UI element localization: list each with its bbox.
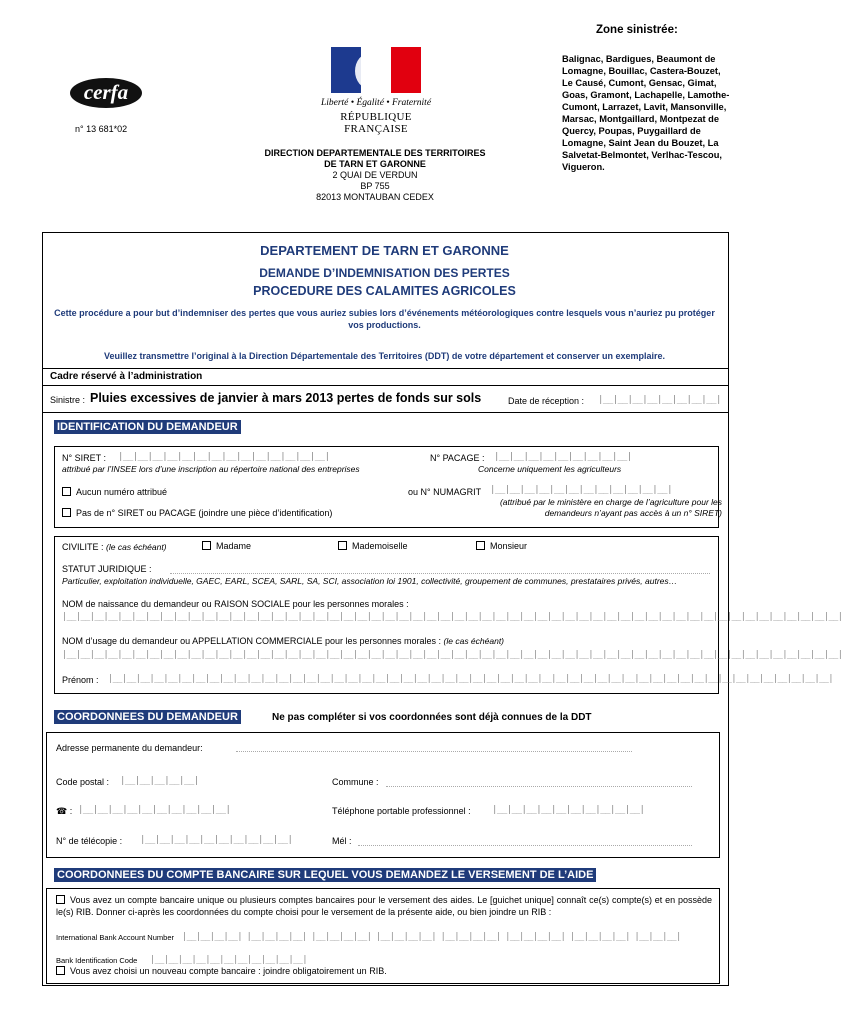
prenom-field[interactable]: |__|__|__|__|__|__|__|__|__|__|__|__|__|__|__|__|__|__|__|__|__|__|__|__|__|__|__|__|__|__|__|__|__|__|__|__|__|__|__|__|__|__|__|__|__|__|__|__|__|__|__|__| [108, 674, 833, 684]
section-banque: COORDONNEES DU COMPTE BANCAIRE SUR LEQUEL VOUS DEMANDEZ LE VERSEMENT DE L’AIDE [54, 868, 596, 882]
portable-label: Téléphone portable professionnel : [332, 806, 471, 816]
statut-field[interactable] [170, 564, 710, 574]
checkbox[interactable] [62, 487, 71, 496]
siret-field[interactable]: |__|__|__|__|__|__|__|__|__|__|__|__|__|__| [118, 452, 330, 462]
no-siret-option[interactable] [62, 508, 332, 518]
checkbox[interactable] [202, 541, 211, 550]
siret-note: attribué par l’INSEE lors d’une inscription au répertoire national des entreprises [62, 464, 360, 474]
phone-field[interactable]: |__|__|__|__|__|__|__|__|__|__| [78, 805, 231, 815]
no-number-option[interactable] [62, 487, 167, 497]
portable-field[interactable]: |__|__|__|__|__|__|__|__|__|__| [492, 805, 645, 815]
adresse-label: Adresse permanente du demandeur: [56, 743, 203, 753]
cerfa-number: n° 13 681*02 [75, 124, 128, 134]
checkbox[interactable] [338, 541, 347, 550]
pacage-note: Concerne uniquement les agriculteurs [478, 464, 622, 474]
nom-usage-field[interactable]: |__|__|__|__|__|__|__|__|__|__|__|__|__|__|__|__|__|__|__|__|__|__|__|__|__|__|__|__|__|__|__|__|__|__|__|__|__|__|__|__|__|__|__|__|__|__|__|__|__|__|__|__|__|__|__|__| [62, 650, 842, 660]
zone-title: Zone sinistrée: [596, 24, 678, 36]
motto: Liberté • Égalité • Fraternité [320, 98, 432, 108]
mademoiselle-option[interactable]: Mademoiselle [338, 541, 408, 551]
code-postal-field[interactable]: |__|__|__|__|__| [120, 776, 199, 786]
no-number-label: Aucun numéro attribué [76, 487, 168, 497]
admin-label: Cadre réservé à l’administration [50, 371, 203, 382]
form-title-department: DEPARTEMENT DE TARN ET GARONNE [260, 243, 509, 258]
civilite-note: (le cas échéant) [106, 542, 167, 552]
no-siret-label: Pas de n° SIRET ou PACAGE (joindre une pièce d’identification) [76, 508, 333, 518]
divider [42, 412, 729, 413]
nom-naissance-field[interactable]: |__|__|__|__|__|__|__|__|__|__|__|__|__|__|__|__|__|__|__|__|__|__|__|__|__|__|__|__|__|__|__|__|__|__|__|__|__|__|__|__|__|__|__|__|__|__|__|__|__|__|__|__|__|__|__|__| [62, 612, 842, 622]
checkbox[interactable] [56, 895, 65, 904]
commune-field[interactable] [386, 786, 692, 787]
divider [42, 385, 729, 386]
siret-label: N° SIRET : [62, 453, 106, 463]
cerfa-logo: cerfa [70, 78, 142, 108]
code-postal-label: Code postal : [56, 777, 110, 787]
ddt-line: 2 QUAI DE VERDUN [332, 170, 418, 180]
numagrit-note: (attribué par le ministère en charge de l’agriculture pour les demandeurs n’ayant pas accès à un n° SIRET) [499, 497, 722, 518]
statut-note: Particulier, exploitation individuelle, GAEC, EARL, SCEA, SARL, SA, SCI, association loi 1901, collectivité, groupement de communes, prestataires privés, autres… [62, 576, 678, 586]
ddt-line: BP 755 [360, 181, 390, 191]
ddt-address [240, 148, 510, 203]
madame-option[interactable]: Madame [202, 541, 251, 551]
numagrit-field[interactable]: |__|__|__|__|__|__|__|__|__|__|__|__| [490, 485, 672, 495]
adresse-field[interactable] [236, 751, 632, 752]
mel-label: Mél : [332, 836, 352, 846]
prenom-label: Prénom : [62, 675, 99, 685]
commune-label: Commune : [332, 777, 379, 787]
ddt-line: DIRECTION DEPARTEMENTALE DES TERRITOIRES [264, 148, 486, 158]
iban-label: International Bank Account Number [56, 933, 174, 942]
bic-field[interactable]: |__|__|__|__|__|__|__|__|__|__|__| [150, 955, 307, 965]
ddt-line: DE TARN ET GARONNE [324, 159, 426, 169]
ddt-line: 82013 MONTAUBAN CEDEX [316, 192, 434, 202]
republique-francaise: RÉPUBLIQUE FRANÇAISE [340, 111, 412, 135]
civilite-label: CIVILITE : (le cas échéant) [62, 542, 167, 552]
form-title-demande: DEMANDE D’INDEMNISATION DES PERTES [259, 266, 510, 280]
phone-icon: ☎ : [56, 806, 73, 816]
bic-label: Bank Identification Code [56, 956, 138, 965]
new-account-option[interactable]: Vous avez choisi un nouveau compte bancaire : joindre obligatoirement un RIB. [56, 966, 387, 976]
marianne-logo [318, 47, 434, 135]
mel-field[interactable] [358, 845, 692, 846]
monsieur-option[interactable]: Monsieur [476, 541, 527, 551]
transmit-instruction: Veuillez transmettre l’original à la Direction Départementale des Territoires (DDT) de votre département et conserver un exemplaire. [103, 351, 665, 361]
sinistre-label: Sinistre : [50, 395, 86, 405]
checkbox[interactable] [476, 541, 485, 550]
numagrit-label: ou N° NUMAGRIT [408, 487, 482, 497]
section-identification: IDENTIFICATION DU DEMANDEUR [54, 420, 241, 434]
checkbox[interactable] [62, 508, 71, 517]
divider [42, 368, 729, 369]
section-coordonnees: COORDONNEES DU DEMANDEUR [54, 710, 241, 724]
nom-usage-label: NOM d’usage du demandeur ou APPELLATION COMMERCIALE pour les personnes morales : (le cas échéant) [62, 636, 505, 646]
sinistre-value: Pluies excessives de janvier à mars 2013 pertes de fonds sur sols [90, 391, 482, 405]
checkbox[interactable] [56, 966, 65, 975]
coordonnees-note: Ne pas compléter si vos coordonnées sont déjà connues de la DDT [272, 712, 592, 723]
zone-communes: Balignac, Bardigues, Beaumont de Lomagne, Bouillac, Castera-Bouzet, Le Causé, Cumont, Gensac, Gimat, Goas, Gramont, Lachapelle, Lamothe-Cumont, Larrazet, Lavit, Mansonville, Marsac, Montgaillard, Montpezat de Quercy, Poupas, Puygaillard de Lomagne, Saint Jean du Bouzet, La Salvetat-Belmontet, Verlhac-Tescou, Vigueron. [562, 54, 730, 172]
fax-label: N° de télécopie : [56, 836, 123, 846]
statut-label: STATUT JURIDIQUE : [62, 564, 152, 574]
pacage-field[interactable]: |__|__|__|__|__|__|__|__|__| [494, 452, 632, 462]
flag-icon [331, 47, 421, 93]
existing-account-option[interactable]: Vous avez un compte bancaire unique ou plusieurs comptes bancaires pour le versement des aides. Le [guichet unique] connaît ce(s) compte(s) et en possède le(s) RIB. Donner ci-après les coordonnées du compte choisi pour le versement de la présente aide, ou bien joindre un RIB : [56, 895, 712, 917]
nom-naissance-label: NOM de naissance du demandeur ou RAISON SOCIALE pour les personnes morales : [62, 599, 409, 609]
reception-date-field[interactable]: |__|__|__|__|__|__|__|__| [598, 395, 721, 405]
reception-label: Date de réception : [508, 396, 585, 406]
nom-usage-note: (le cas échéant) [443, 636, 505, 646]
form-title-procedure: PROCEDURE DES CALAMITES AGRICOLES [253, 284, 516, 298]
pacage-label: N° PACAGE : [430, 453, 485, 463]
purpose-text: Cette procédure a pour but d’indemniser des pertes que vous auriez subies lors d’événements météorologiques contre lesquels vous n’auriez pu protéger vos productions. [54, 308, 715, 330]
iban-field[interactable]: |__|__|__|__| |__|__|__|__| |__|__|__|__| |__|__|__|__| |__|__|__|__| |__|__|__|__| |__|__|__|__| |__|__|__| [182, 932, 681, 942]
fax-field[interactable]: |__|__|__|__|__|__|__|__|__|__| [140, 835, 293, 845]
